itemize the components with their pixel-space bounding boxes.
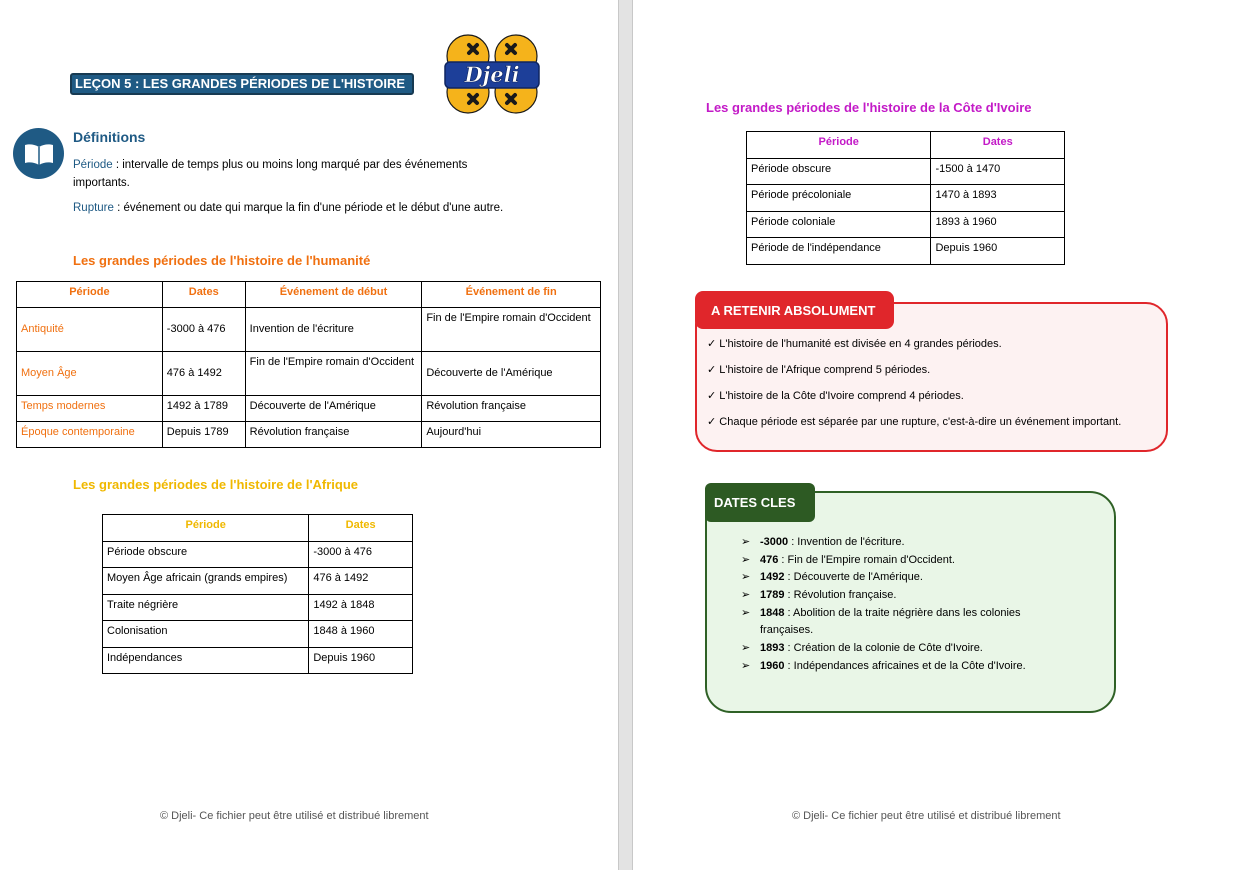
table-row (747, 159, 1065, 185)
table-cell: Invention de l'écriture (245, 308, 422, 352)
logo-text: Djeli (464, 62, 520, 87)
table-cell: 1470 à 1893 (931, 185, 1065, 212)
key-date-item: ➢ 1789 : Révolution française. (741, 587, 1080, 604)
table-row (17, 422, 601, 448)
table-row (103, 568, 413, 595)
arrow-bullet-icon: ➢ (741, 536, 751, 548)
check-icon: ✓ (707, 338, 720, 350)
check-icon: ✓ (707, 364, 720, 376)
page-gutter (618, 0, 633, 870)
table-cell: Période obscure (103, 542, 309, 568)
retain-item: ✓ L'histoire de l'Afrique comprend 5 périodes. (707, 364, 931, 376)
table-cell: Période précoloniale (747, 185, 931, 212)
arrow-bullet-icon: ➢ (741, 607, 751, 619)
table-row (17, 308, 601, 352)
table-cell: Époque contemporaine (17, 422, 163, 448)
table-cell: Moyen Âge africain (grands empires) (103, 568, 309, 595)
table-cell: Indépendances (103, 648, 309, 674)
table-cell: Révolution française (245, 422, 422, 448)
definition-rupture-text: : événement ou date qui marque la fin d'une période et le début d'une autre. (113, 202, 504, 214)
table-row (103, 621, 413, 648)
table-cell: Période coloniale (747, 212, 931, 238)
africa-title: Les grandes périodes de l'histoire de l'Afrique (73, 477, 359, 492)
footer-right: © Djeli- Ce fichier peut être utilisé et distribué librement (792, 810, 1061, 822)
arrow-bullet-icon: ➢ (741, 571, 751, 583)
table-cell: -3000 à 476 (162, 308, 245, 352)
key-date-item: ➢ 1960 : Indépendances africaines et de la Côte d'Ivoire. (741, 658, 1080, 675)
definition-periode-text: : intervalle de temps plus ou moins long marqué par des événements importants. (73, 159, 468, 189)
retain-title: A RETENIR ABSOLUMENT (695, 291, 894, 329)
table-cell: Traite négrière (103, 595, 309, 621)
table-row (103, 542, 413, 568)
arrow-bullet-icon: ➢ (741, 554, 751, 566)
table-cell: -1500 à 1470 (931, 159, 1065, 185)
page-right (633, 0, 1250, 870)
table-row (17, 396, 601, 422)
definition-rupture (73, 199, 543, 217)
table-header: Événement de début (245, 282, 422, 308)
table-cell: Révolution française (422, 396, 601, 422)
humanity-table (16, 281, 601, 448)
footer-left: © Djeli- Ce fichier peut être utilisé et distribué librement (160, 810, 429, 822)
table-cell: Période de l'indépendance (747, 238, 931, 265)
table-cell: Colonisation (103, 621, 309, 648)
table-cell: Période obscure (747, 159, 931, 185)
table-row (747, 238, 1065, 265)
page-left (0, 0, 618, 870)
definitions-title: Définitions (73, 129, 146, 145)
table-cell: 1893 à 1960 (931, 212, 1065, 238)
table-cell: -3000 à 476 (309, 542, 413, 568)
table-header: Dates (931, 132, 1065, 159)
table-row (103, 595, 413, 621)
africa-table (102, 514, 413, 674)
arrow-bullet-icon: ➢ (741, 589, 751, 601)
table-header: Événement de fin (422, 282, 601, 308)
table-header: Période (17, 282, 163, 308)
retain-item: ✓ L'histoire de l'humanité est divisée en 4 grandes périodes. (707, 338, 1002, 350)
retain-item: ✓ L'histoire de la Côte d'Ivoire comprend 4 périodes. (707, 390, 964, 402)
table-header-row (17, 282, 601, 308)
table-cell: Temps modernes (17, 396, 163, 422)
check-icon: ✓ (707, 390, 720, 402)
arrow-bullet-icon: ➢ (741, 660, 751, 672)
table-header-row (103, 515, 413, 542)
key-date-item: ➢ -3000 : Invention de l'écriture. (741, 534, 1080, 551)
table-header: Dates (162, 282, 245, 308)
table-row (747, 185, 1065, 212)
table-cell: Fin de l'Empire romain d'Occident (245, 352, 422, 396)
ci-table (746, 131, 1065, 265)
table-cell: Depuis 1789 (162, 422, 245, 448)
table-cell: Découverte de l'Amérique (245, 396, 422, 422)
table-cell: 476 à 1492 (309, 568, 413, 595)
djeli-logo (441, 30, 543, 118)
table-cell: 1492 à 1789 (162, 396, 245, 422)
table-cell: 476 à 1492 (162, 352, 245, 396)
key-date-item: ➢ 476 : Fin de l'Empire romain d'Occident. (741, 552, 1080, 569)
lesson-title: LEÇON 5 : LES GRANDES PÉRIODES DE L'HISTOIRE (70, 73, 414, 95)
table-cell: 1492 à 1848 (309, 595, 413, 621)
key-date-item: ➢ 1893 : Création de la colonie de Côte d'Ivoire. (741, 640, 1080, 657)
table-header: Dates (309, 515, 413, 542)
key-date-item: ➢ 1848 : Abolition de la traite négrière dans les colonies françaises. (741, 607, 1021, 636)
table-cell: Depuis 1960 (309, 648, 413, 674)
key-date-item: ➢ 1492 : Découverte de l'Amérique. (741, 569, 1080, 586)
table-header: Période (747, 132, 931, 159)
table-header: Période (103, 515, 309, 542)
check-icon: ✓ (707, 416, 720, 428)
term-rupture: Rupture (73, 202, 114, 214)
table-header-row (747, 132, 1065, 159)
humanity-title: Les grandes périodes de l'histoire de l'humanité (73, 253, 371, 268)
table-cell: Fin de l'Empire romain d'Occident (422, 308, 601, 352)
ci-title: Les grandes périodes de l'histoire de la Côte d'Ivoire (706, 100, 1032, 115)
term-periode: Période (73, 159, 113, 171)
book-icon (13, 128, 64, 179)
arrow-bullet-icon: ➢ (741, 642, 751, 654)
table-row (103, 648, 413, 674)
table-row (747, 212, 1065, 238)
retain-item: ✓ Chaque période est séparée par une rupture, c'est-à-dire un événement important. (707, 416, 1122, 428)
table-cell: 1848 à 1960 (309, 621, 413, 648)
key-dates-title: DATES CLES (705, 483, 815, 522)
table-cell: Moyen Âge (17, 352, 163, 396)
table-cell: Découverte de l'Amérique (422, 352, 601, 396)
table-cell: Depuis 1960 (931, 238, 1065, 265)
table-row (17, 352, 601, 396)
definition-periode (73, 156, 513, 192)
table-cell: Aujourd'hui (422, 422, 601, 448)
table-cell: Antiquité (17, 308, 163, 352)
